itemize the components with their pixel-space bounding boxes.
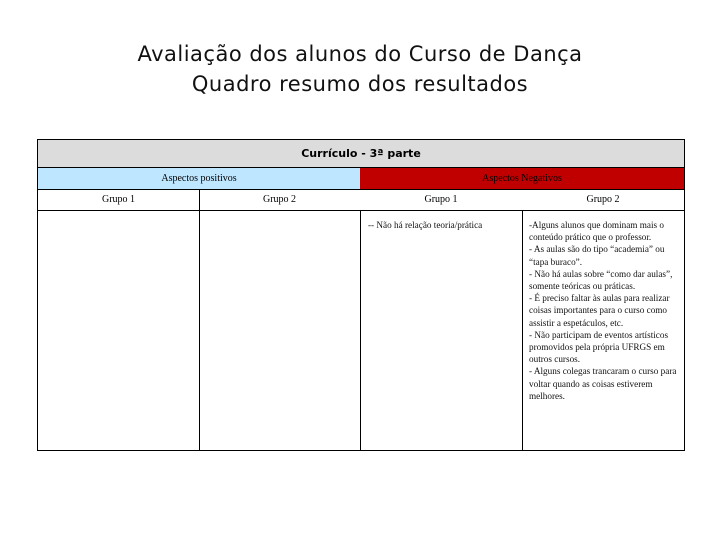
column-divider	[522, 210, 523, 451]
table-header: Currículo - 3ª parte	[38, 140, 684, 168]
row-divider	[38, 210, 684, 211]
list-item: - Não há aulas sobre “como dar aulas”, somente teóricas ou práticas.	[529, 268, 673, 292]
group-label-pos-1: Grupo 1	[101, 194, 136, 205]
group-label-neg-2: Grupo 2	[586, 194, 620, 205]
positive-aspects-header: Aspectos positivos	[38, 168, 360, 189]
list-item: - É preciso faltar às aulas para realizar coisas importantes para o curso como assistir a espetáculos, etc.	[529, 293, 670, 328]
results-table	[37, 139, 685, 451]
negative-aspects-header: Aspectos Negativos	[360, 168, 684, 189]
list-item: - As aulas são do tipo “academia” ou “tapa buraco”.	[529, 244, 665, 267]
cell-neg-grupo2	[529, 219, 679, 402]
row-divider	[38, 189, 684, 190]
slide-subtitle: Quadro resumo dos resultados	[191, 72, 529, 96]
column-divider	[360, 210, 361, 451]
list-item: -Alguns alunos que dominam mais o conteúdo prático que o professor.	[529, 220, 664, 243]
column-divider	[199, 190, 200, 451]
group-label-neg-1: Grupo 1	[424, 194, 458, 205]
cell-neg-grupo1: -- Não há relação teoria/prática	[368, 220, 483, 230]
slide-title: Avaliação dos alunos do Curso de Dança	[137, 42, 583, 66]
list-item: - Alguns colegas trancaram o curso para voltar quando as coisas estiverem melhores.	[529, 366, 677, 401]
group-label-pos-2: Grupo 2	[262, 194, 297, 205]
list-item: - Não participam de eventos artísticos promovidos pela própria UFRGS em outros cursos.	[529, 329, 669, 365]
